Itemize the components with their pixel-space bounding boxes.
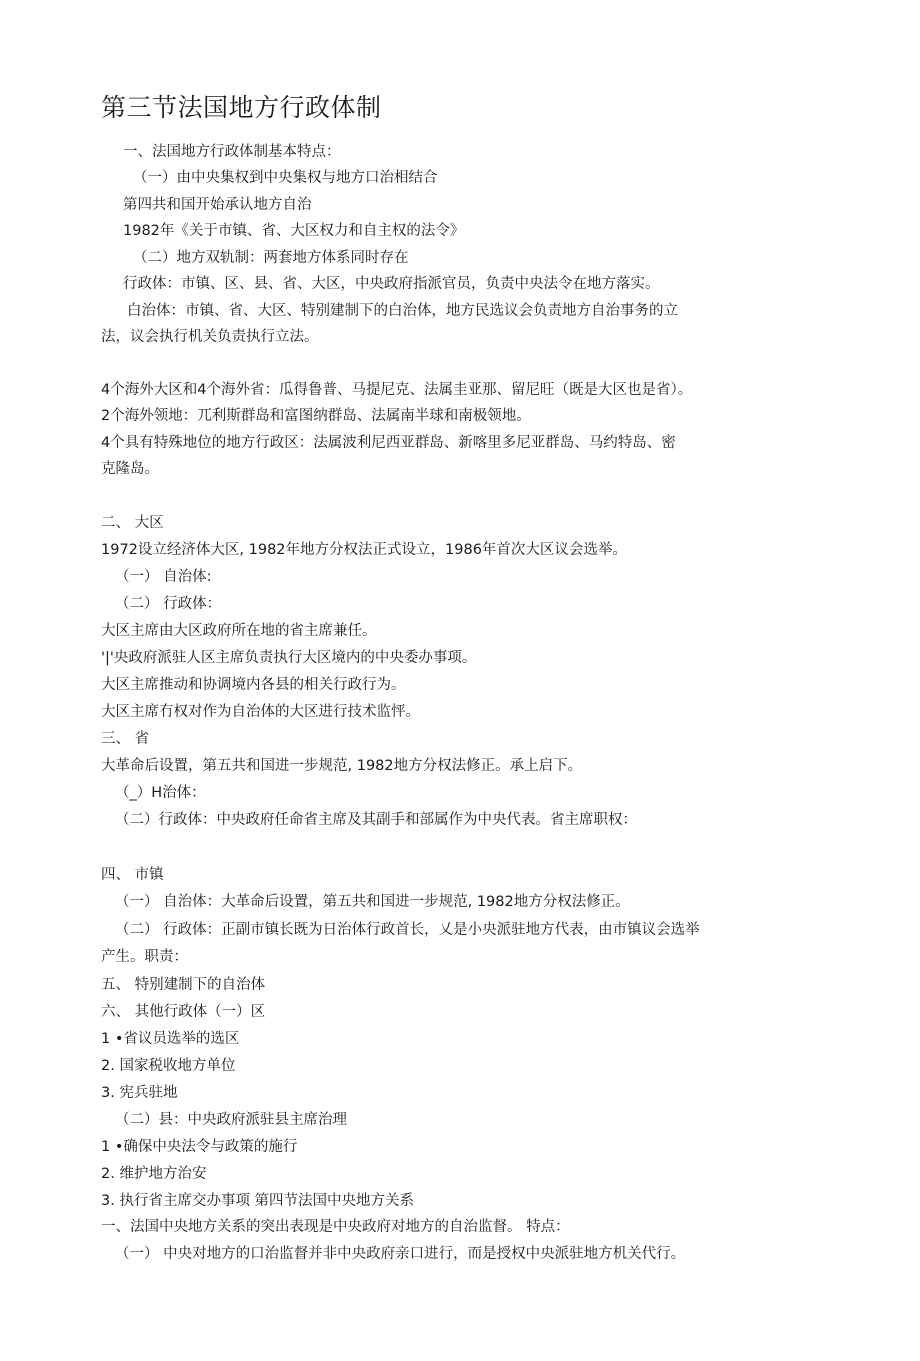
text-line: 克隆岛。 [101, 461, 159, 477]
text-line: 一、法国地方行政体制基本特点： [123, 144, 341, 160]
text-line: （一） 自治体: [115, 569, 212, 585]
list-item: 3. 执行省主席交办事项 第四节法国中央地方关系 [101, 1193, 415, 1209]
section-heading: 二、 大区 [101, 515, 164, 531]
text-line: （二）地方双轨制：两套地方体系同时存在 [133, 250, 409, 266]
text-line: '|'央政府派驻人区主席负责执行大区境内的中央委办事项。 [101, 650, 477, 666]
text-line: 4个海外大区和4个海外省：瓜得鲁普、马提尼克、法属圭亚那、留尼旺（既是大区也是省）。 [101, 382, 693, 398]
text-line: 1972设立经济体大区, 1982年地方分权法正式设立，1986年首次大区议会选举。 [101, 542, 627, 558]
text-line: 白治体：市镇、省、大区、特别建制下的白治体，地方民选议会负责地方自治事务的立 [127, 303, 678, 319]
text-line: 大区主席冇权对作为自治体的大区进行技术监怦。 [101, 704, 420, 720]
text-line: 4个具有特殊地位的地方行政区：法属波利尼西亚群岛、新喀里多尼亚群岛、马约特岛、密 [101, 435, 676, 451]
list-item: 3. 宪兵驻地 [101, 1085, 178, 1101]
text-line: 大革命后设置，第五共和国进一步规范, 1982地方分权法修正。承上启下。 [101, 758, 583, 774]
page-title: 第三节法国地方行政体制 [101, 93, 382, 122]
section-heading: 四、 市镇 [101, 867, 164, 883]
text-line: 产生。职责： [101, 949, 188, 965]
text-line: （一） 自治体：大革命后设置，第五共和国进一步规范, 1982地方分权法修正。 [115, 894, 630, 910]
section-heading: 五、 特别建制下的自治体 [101, 977, 266, 993]
text-line: （二）县：中央政府派驻县主席治理 [115, 1112, 347, 1128]
text-line: （二）行政体：中央政府任命省主席及其副手和部属作为中央代表。省主席职权： [115, 812, 637, 828]
text-line: （二） 行政体： [115, 596, 222, 612]
text-line: 大区主席推动和协调境内各县的相关行政行为。 [101, 677, 406, 693]
text-line: （二） 行政体：正副市镇长既为日治体行政首长，乂是小央派驻地方代表，由市镇议会选举 [115, 922, 700, 938]
text-line: 大区主席由大区政府所在地的省主席兼任。 [101, 623, 377, 639]
text-line: （一） 中央对地方的口治监督并非中央政府亲口进行，而是授权中央派驻地方机关代行。 [115, 1246, 686, 1262]
list-item: 1 •确保中央法令与政策的施行 [101, 1139, 298, 1155]
text-line: 1982年《关于市镇、省、大区权力和自主权的法令》 [123, 223, 465, 239]
text-line: （_）H治体： [115, 785, 206, 801]
list-item: 1 •省议员选举的选区 [101, 1031, 240, 1047]
text-line: 法，议会执行机关负责执行立法。 [101, 329, 319, 345]
list-item: 2. 国家税收地方单位 [101, 1058, 236, 1074]
list-item: 2. 维护地方治安 [101, 1166, 207, 1182]
text-line: 一、法国中央地方关系的突出表现是中央政府对地方的自治监督。 特点： [101, 1219, 570, 1235]
text-line: 第四共和国开始承认地方自治 [123, 197, 312, 213]
text-line: 行政体：市镇、区、县、省、大区，中央政府指派官员，负责中央法令在地方落实。 [123, 276, 660, 292]
text-line: 2个海外领地：兀利斯群岛和富图纳群岛、法属南半球和南极领地。 [101, 408, 531, 424]
section-heading: 三、 省 [101, 731, 150, 747]
section-heading: 六、 其他行政体（一）区 [101, 1004, 266, 1020]
text-line: （一）由中央集权到中央集权与地方口治相结合 [133, 170, 438, 186]
